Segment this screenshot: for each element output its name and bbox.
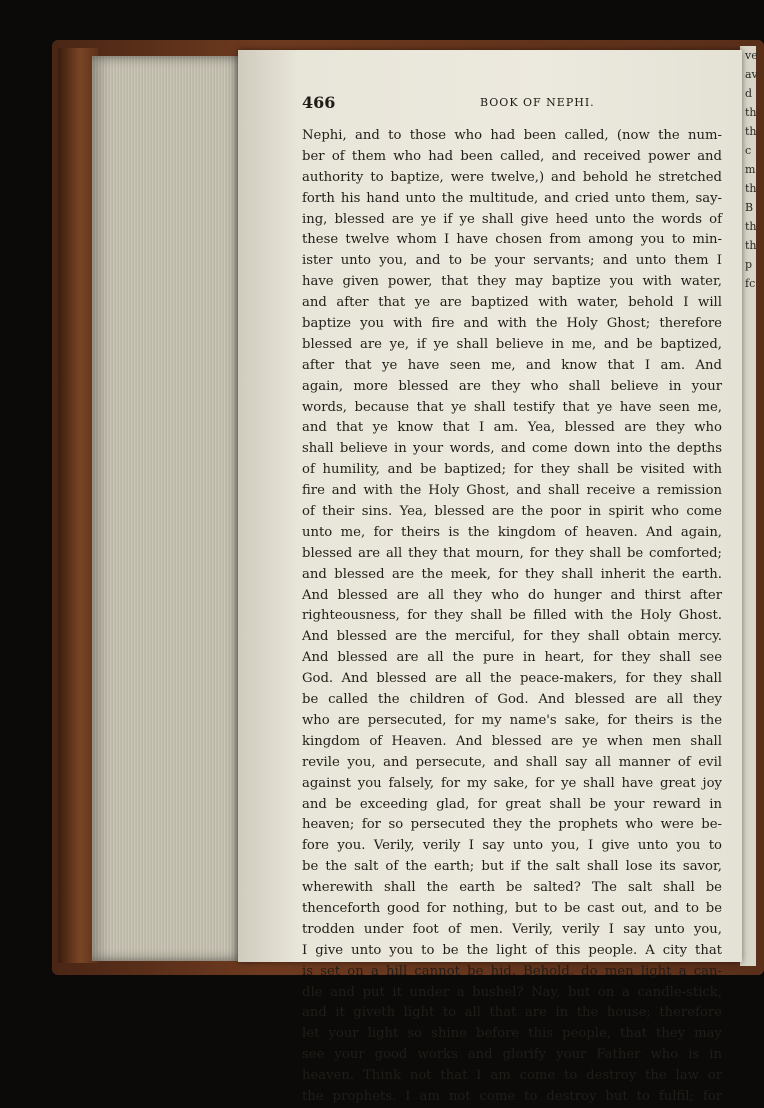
next-page-fragment: B: [745, 201, 754, 214]
text-line: and blessed are the meek, for they shall inherit the earth.: [302, 566, 722, 582]
next-page-fragment: m: [745, 163, 756, 176]
text-line: again, more blessed are they who shall believe in your: [302, 378, 722, 394]
page-header: [302, 93, 722, 113]
text-line: And blessed are the merciful, for they shall obtain mercy.: [302, 629, 722, 645]
text-line: shall believe in your words, and come down into the depths: [302, 441, 722, 457]
next-page-edge: [740, 46, 756, 966]
text-line: have given power, that they may baptize you with water,: [302, 274, 722, 290]
text-line: wherewith shall the earth be salted? The salt shall be: [302, 880, 722, 896]
text-line: the prophets. I am not come to destroy but to fulfil; for: [302, 1088, 722, 1104]
text-line: and be exceeding glad, for great shall be your reward in: [302, 796, 722, 812]
text-line: authority to baptize, were twelve,) and behold he stretched: [302, 169, 722, 185]
text-line: let your light so shine before this people, that they may: [302, 1026, 722, 1042]
text-line: see your good works and glorify your Father who is in: [302, 1047, 722, 1063]
text-line: righteousness, for they shall be filled with the Holy Ghost.: [302, 608, 722, 624]
text-line: words, because that ye shall testify that ye have seen me,: [302, 399, 722, 415]
next-page-fragment: th: [745, 106, 757, 119]
next-page-fragment: c: [745, 144, 752, 157]
text-line: of their sins. Yea, blessed are the poor in spirit who come: [302, 504, 722, 520]
next-page-fragment: th: [745, 125, 757, 138]
text-line: kingdom of Heaven. And blessed are ye when men shall: [302, 733, 722, 749]
next-page-fragment: th: [745, 239, 757, 252]
text-line: fore you. Verily, verily I say unto you, I give unto you to: [302, 838, 722, 854]
text-line: And blessed are all they who do hunger and thirst after: [302, 587, 722, 603]
next-page-fragment: d: [745, 87, 753, 100]
text-line: baptize you with fire and with the Holy Ghost; therefore: [302, 316, 722, 332]
text-line: God. And blessed are all the peace-makers, for they shall: [302, 671, 722, 687]
text-line: be the salt of the earth; but if the salt shall lose its savor,: [302, 859, 722, 875]
next-page-fragment: th: [745, 220, 757, 233]
text-line: these twelve whom I have chosen from among you to min-: [302, 232, 722, 248]
text-line: blessed are ye, if ye shall believe in me, and be baptized,: [302, 336, 722, 352]
page-block-edges: [92, 56, 242, 961]
text-line: heaven; for so persecuted they the prophets who were be-: [302, 817, 722, 833]
next-page-fragment: p: [745, 258, 753, 271]
page-body-text: [302, 126, 722, 1108]
text-line: dle and put it under a bushel? Nay, but on a candle-stick,: [302, 984, 722, 1000]
text-line: against you falsely, for my sake, for ye shall have great joy: [302, 775, 722, 791]
text-line: trodden under foot of men. Verily, verily I say unto you,: [302, 921, 722, 937]
page-number: 466: [302, 93, 336, 112]
text-line: revile you, and persecute, and shall say all manner of evil: [302, 754, 722, 770]
next-page-fragment: ve: [745, 49, 758, 62]
text-line: after that ye have seen me, and know that I am. And: [302, 357, 722, 373]
text-line: thenceforth good for nothing, but to be cast out, and to be: [302, 900, 722, 916]
text-line: I give unto you to be the light of this people. A city that: [302, 942, 722, 958]
text-line: Nephi, and to those who had been called, (now the num-: [302, 128, 722, 143]
text-line: of humility, and be baptized; for they shall be visited with: [302, 462, 722, 478]
running-head: BOOK OF NEPHI.: [480, 96, 595, 109]
text-line: ing, blessed are ye if ye shall give heed unto the words of: [302, 211, 722, 227]
text-line: and that ye know that I am. Yea, blessed are they who: [302, 420, 722, 436]
text-line: blessed are all they that mourn, for they shall be comforted;: [302, 545, 722, 561]
next-page-fragment: th: [745, 182, 757, 195]
text-line: who are persecuted, for my name's sake, for theirs is the: [302, 712, 722, 728]
text-line: ister unto you, and to be your servants; and unto them I: [302, 253, 722, 269]
text-line: and after that ye are baptized with water, behold I will: [302, 295, 722, 311]
text-line: ber of them who had been called, and received power and: [302, 148, 722, 164]
next-page-fragment: fc: [745, 277, 756, 290]
text-line: unto me, for theirs is the kingdom of heaven. And again,: [302, 524, 722, 540]
text-line: and it giveth light to all that are in the house; therefore: [302, 1005, 722, 1021]
next-page-fragment: av: [745, 68, 758, 81]
text-line: be called the children of God. And blessed are all they: [302, 692, 722, 708]
text-line: fire and with the Holy Ghost, and shall receive a remission: [302, 483, 722, 499]
text-line: heaven. Think not that I am come to destroy the law or: [302, 1068, 722, 1084]
text-line: is set on a hill cannot be hid. Behold, do men light a can-: [302, 963, 722, 979]
text-line: And blessed are all the pure in heart, for they shall see: [302, 650, 722, 666]
text-line: forth his hand unto the multitude, and cried unto them, say-: [302, 190, 722, 206]
